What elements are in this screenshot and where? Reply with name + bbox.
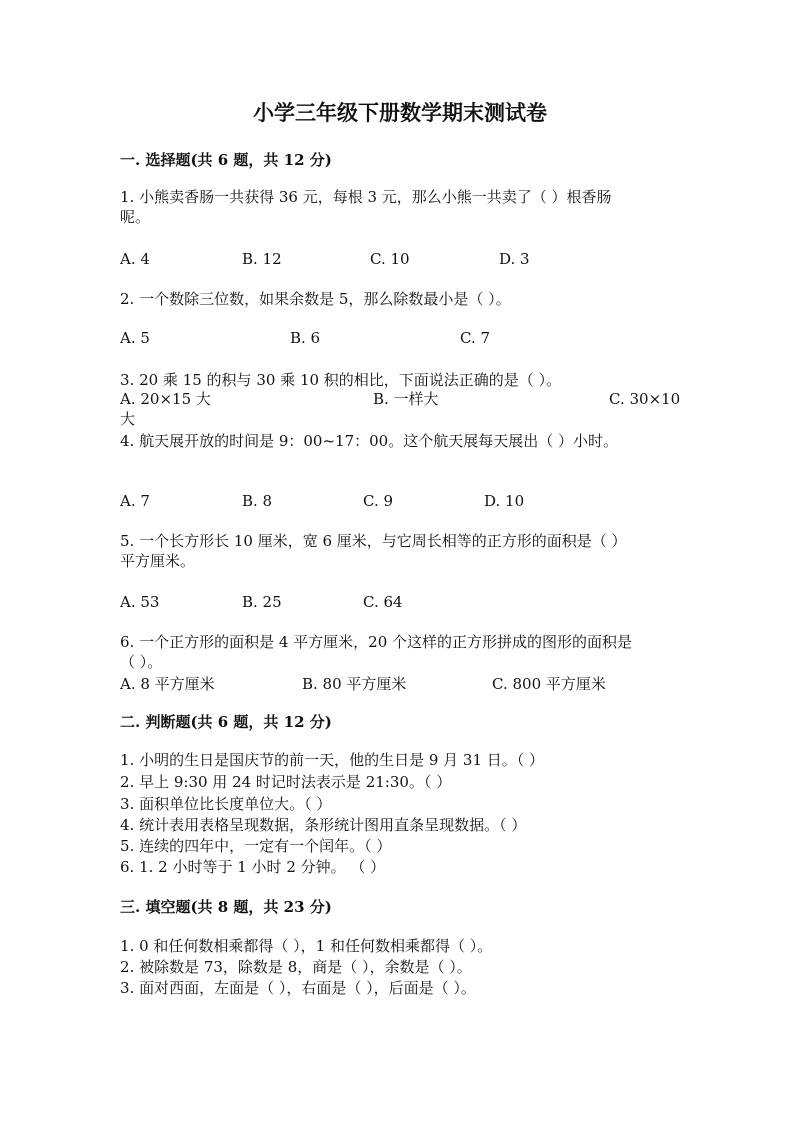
question-text: 3. 20 乘 15 的积与 30 乘 10 积的相比，下面说法正确的是（ ）。: [120, 371, 562, 389]
question-text-continued: （ ）。: [120, 653, 163, 671]
option-c: C. 30×10: [609, 390, 681, 408]
option-b: B. 25: [242, 593, 282, 611]
option-b: B. 一样大: [373, 390, 439, 408]
list-item: 2. 被除数是 73，除数是 8，商是（ ），余数是（ ）。: [120, 958, 472, 976]
option-c: C. 7: [460, 329, 491, 347]
option-a: A. 4: [120, 250, 150, 268]
list-item: 2. 早上 9:30 用 24 时记时法表示是 21:30。（ ）: [120, 773, 452, 791]
question-text: 5. 一个长方形长 10 厘米，宽 6 厘米，与它周长相等的正方形的面积是（ ）: [120, 532, 627, 550]
option-a: A. 20×15 大: [120, 390, 211, 408]
section-heading-fill-in: 三. 填空题(共 8 题，共 23 分): [120, 898, 332, 916]
section-heading-judgement: 二. 判断题(共 6 题，共 12 分): [120, 713, 332, 731]
list-item: 6. 1. 2 小时等于 1 小时 2 分钟。 （ ）: [120, 858, 386, 876]
question-text-continued: 平方厘米。: [120, 552, 196, 570]
option-b: B. 6: [290, 329, 321, 347]
question-text: 6. 一个正方形的面积是 4 平方厘米，20 个这样的正方形拼成的图形的面积是: [120, 633, 633, 651]
list-item: 1. 0 和任何数相乘都得（ ），1 和任何数相乘都得（ ）。: [120, 937, 493, 955]
option-c: C. 800 平方厘米: [492, 675, 606, 693]
question-text-continued: 呢。: [120, 208, 151, 226]
list-item: 4. 统计表用表格呈现数据，条形统计图用直条呈现数据。（ ）: [120, 816, 527, 834]
option-a: A. 53: [120, 593, 160, 611]
option-b: B. 8: [242, 492, 273, 510]
question-text: 1. 小熊卖香肠一共获得 36 元，每根 3 元，那么小熊一共卖了（ ）根香肠: [120, 188, 612, 206]
list-item: 3. 面积单位比长度单位大。（ ）: [120, 795, 332, 813]
option-c: C. 10: [370, 250, 410, 268]
option-d: D. 3: [499, 250, 530, 268]
question-text: 4. 航天展开放的时间是 9：00~17：00。这个航天展每天展出（ ）小时。: [120, 432, 618, 450]
option-wrap-text: 大: [120, 410, 136, 428]
page-title: 小学三年级下册数学期末测试卷: [253, 100, 547, 125]
question-text: 2. 一个数除三位数，如果余数是 5，那么除数最小是（ ）。: [120, 290, 511, 308]
list-item: 3. 面对西面，左面是（ ），右面是（ ），后面是（ ）。: [120, 979, 476, 997]
option-b: B. 80 平方厘米: [302, 675, 407, 693]
option-a: A. 7: [120, 492, 150, 510]
option-c: C. 9: [363, 492, 394, 510]
option-a: A. 5: [120, 329, 150, 347]
option-a: A. 8 平方厘米: [120, 675, 215, 693]
option-d: D. 10: [484, 492, 525, 510]
section-heading-choice: 一. 选择题(共 6 题，共 12 分): [120, 151, 332, 169]
list-item: 1. 小明的生日是国庆节的前一天，他的生日是 9 月 31 日。（ ）: [120, 751, 545, 769]
list-item: 5. 连续的四年中，一定有一个闰年。（ ）: [120, 837, 392, 855]
option-b: B. 12: [242, 250, 282, 268]
option-c: C. 64: [363, 593, 403, 611]
